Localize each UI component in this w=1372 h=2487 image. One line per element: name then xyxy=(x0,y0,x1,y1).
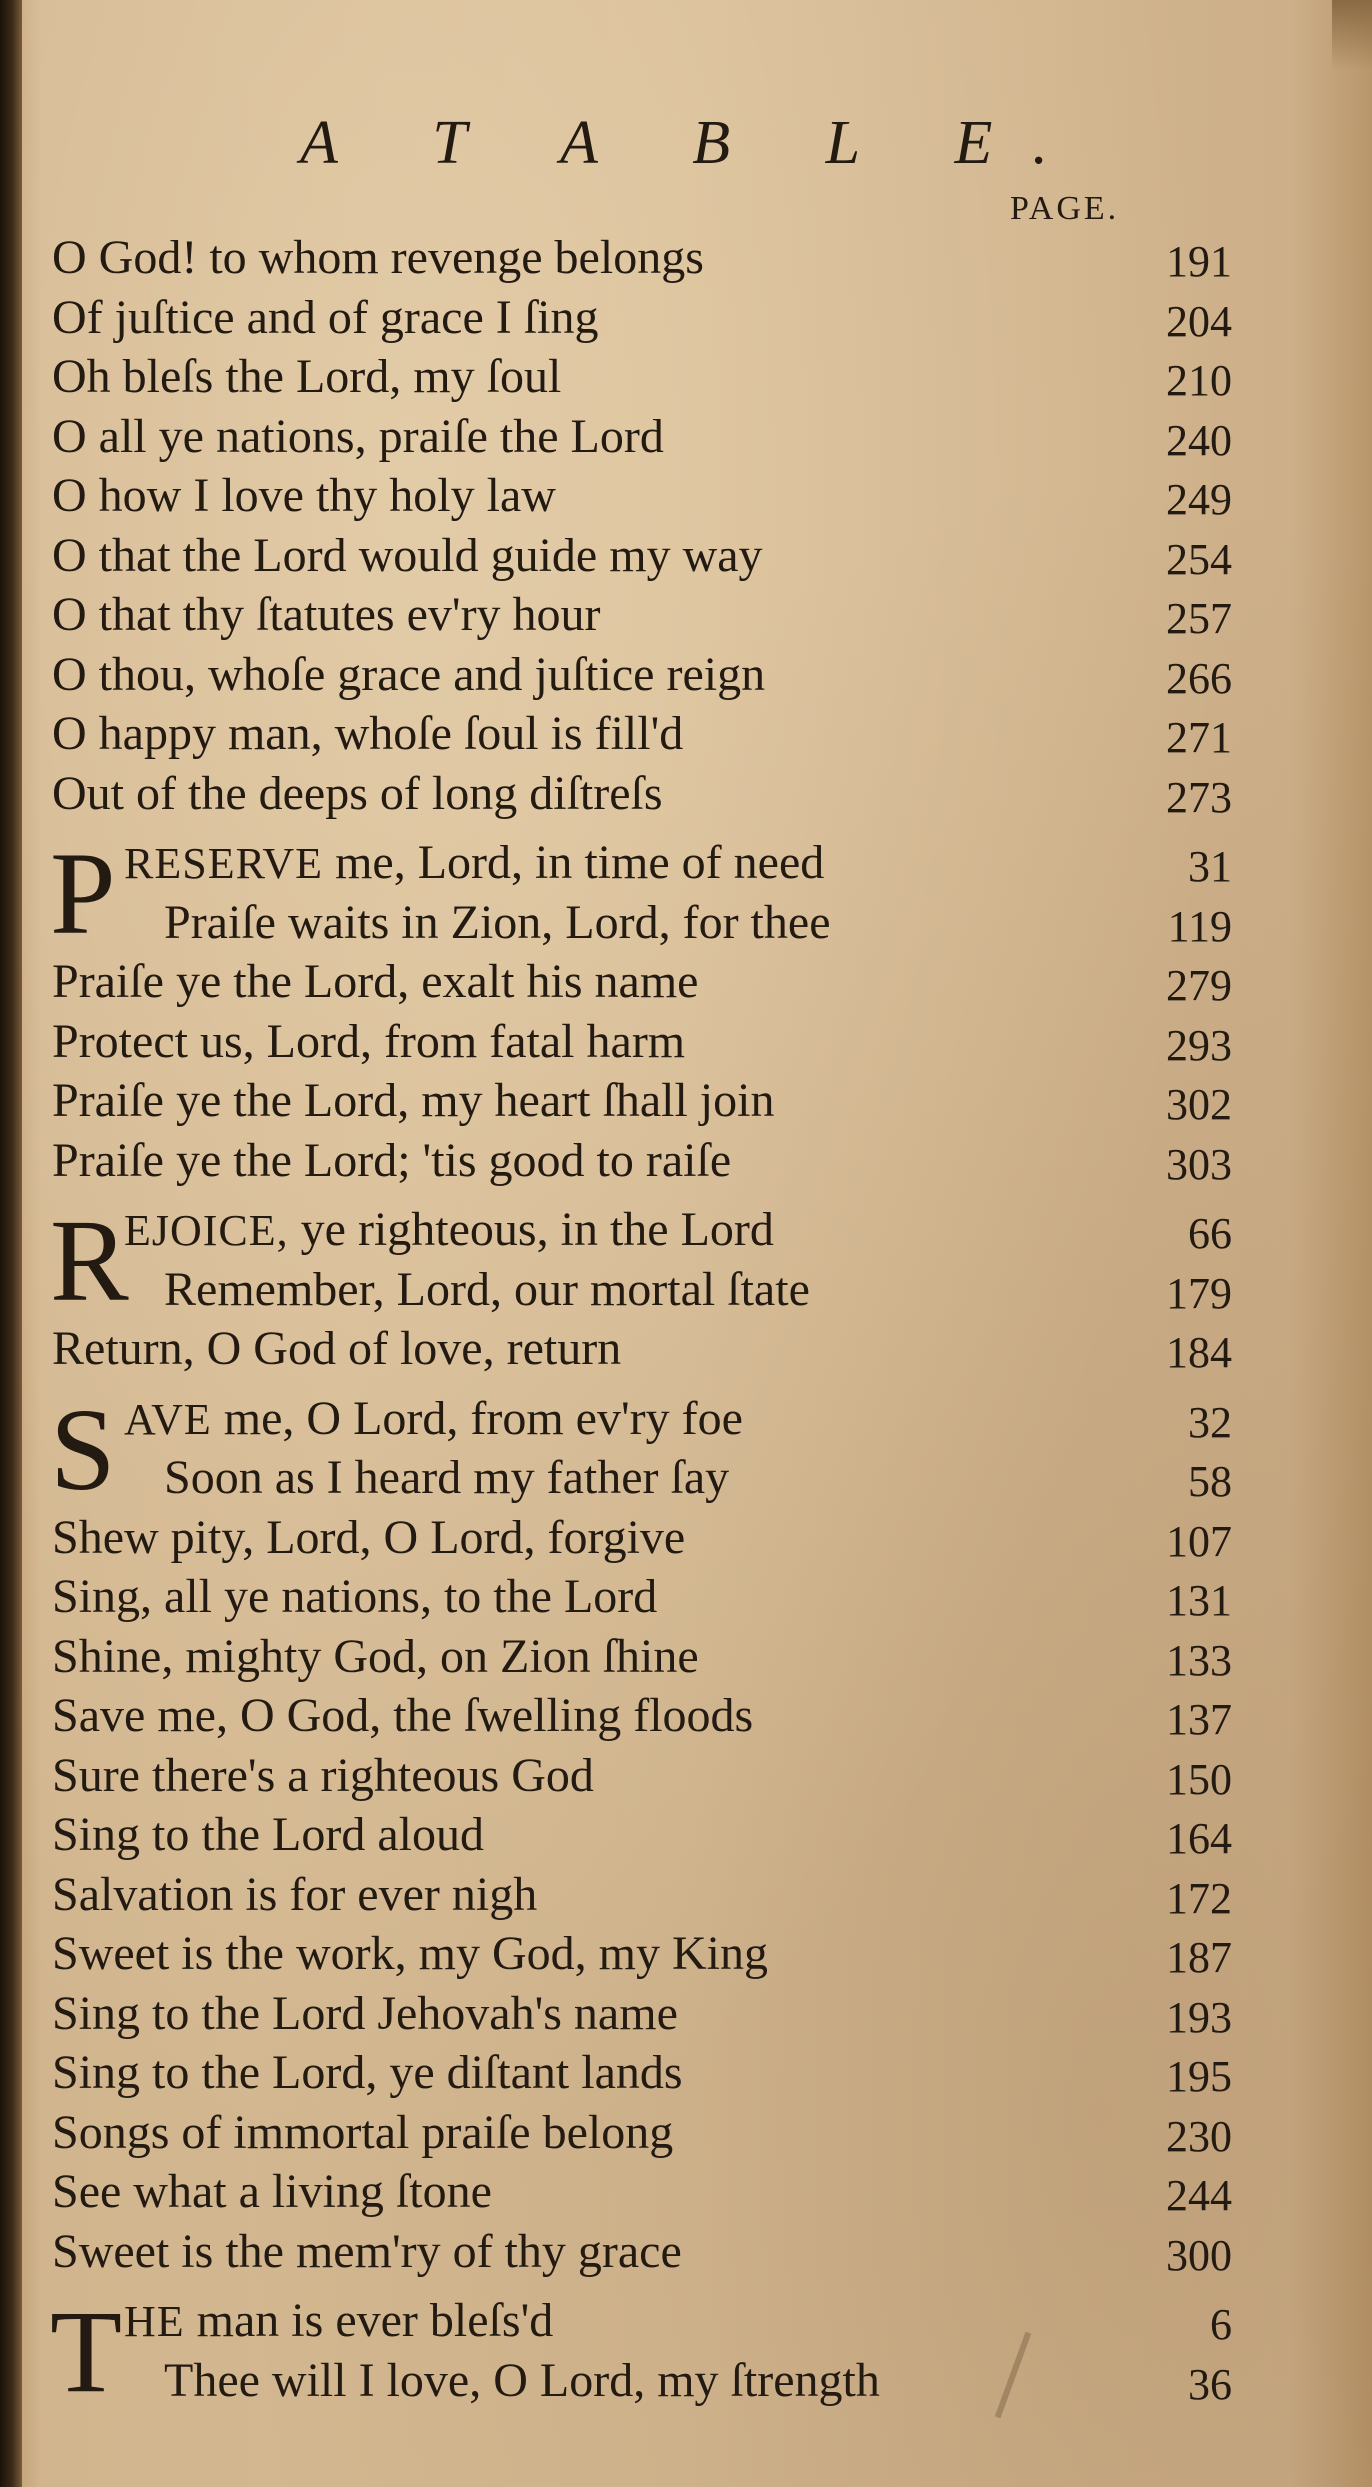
index-row xyxy=(52,891,1232,951)
page-number: 150 xyxy=(1166,1754,1232,1804)
page-number: 293 xyxy=(1166,1020,1232,1070)
entry-text: ye righteous, in the Lord xyxy=(288,1203,774,1256)
page-number: 279 xyxy=(1166,961,1232,1010)
index-row xyxy=(52,1506,1232,1566)
entry-text: me, Lord, in time of need xyxy=(323,836,825,889)
page-number: 187 xyxy=(1166,1933,1232,1982)
index-entry-title: Soon as I heard my father ſay xyxy=(164,1451,730,1504)
index-row xyxy=(52,1317,1232,1377)
index-entry-title: Save me, O God, the ſwelling floods xyxy=(52,1689,754,1742)
index-entry-title: O that the Lord would guide my way xyxy=(52,528,763,582)
index-entry-title: Sweet is the mem'ry of thy grace xyxy=(52,2224,682,2278)
index-entry-title: Remember, Lord, our mortal ſtate xyxy=(164,1262,810,1316)
page-number: 58 xyxy=(1188,1457,1232,1506)
index-row xyxy=(52,2349,1232,2409)
index-entry-title: Songs of immortal praiſe belong xyxy=(52,2105,674,2159)
index-entry-title: Return, O God of love, return xyxy=(52,1322,622,1375)
index-entry-title xyxy=(124,835,824,890)
page-number: 249 xyxy=(1166,475,1232,524)
index-row xyxy=(52,2101,1232,2161)
index-row xyxy=(52,1129,1232,1189)
index-row xyxy=(52,2160,1232,2220)
index-row xyxy=(52,1069,1232,1129)
drop-cap-letter: S xyxy=(50,1383,116,1515)
page-number: 66 xyxy=(1188,1209,1232,1258)
page-number: 210 xyxy=(1166,356,1232,405)
index-row xyxy=(52,345,1232,405)
index-row xyxy=(52,1565,1232,1625)
page-number: 36 xyxy=(1188,2359,1232,2409)
index-entry-title xyxy=(124,2293,553,2348)
page-number: 302 xyxy=(1166,1080,1232,1129)
page-number: 31 xyxy=(1188,842,1232,891)
page-column-header: PAGE. xyxy=(1010,190,1120,227)
index-row xyxy=(52,226,1232,286)
index-row xyxy=(52,1982,1232,2042)
index-entry-title: Praiſe waits in Zion, Lord, for thee xyxy=(164,895,831,949)
index-entry-title: Sing to the Lord aloud xyxy=(52,1808,484,1861)
index-row xyxy=(52,1922,1232,1982)
index-row xyxy=(52,1625,1232,1685)
index-entry-title: Praiſe ye the Lord, my heart ſhall join xyxy=(52,1074,775,1127)
index-row xyxy=(52,2220,1232,2280)
index-entry-title: Sure there's a righteous God xyxy=(52,1748,594,1802)
entry-text: me, O Lord, from ev'ry foe xyxy=(211,1391,743,1445)
page-number: 273 xyxy=(1166,772,1232,822)
page-number: 179 xyxy=(1166,1268,1232,1318)
index-row xyxy=(52,762,1232,822)
page-number: 195 xyxy=(1166,2052,1232,2101)
index-row xyxy=(52,2041,1232,2101)
page-corner-stain xyxy=(1332,0,1372,70)
page-number: 107 xyxy=(1166,1516,1232,1566)
index-entry-title xyxy=(124,1391,743,1446)
small-caps-lead: HE xyxy=(124,2297,185,2346)
page-number: 230 xyxy=(1166,2111,1232,2161)
index-entry-title: See what a living ſtone xyxy=(52,2165,492,2218)
index-entry-title: Sweet is the work, my God, my King xyxy=(52,1927,768,1980)
index-entry-title: Shine, mighty God, on Zion ſhine xyxy=(52,1629,699,1683)
index-row xyxy=(52,1010,1232,1070)
index-row xyxy=(52,1446,1232,1506)
index-row xyxy=(52,286,1232,346)
index-entry-title: O all ye nations, praiſe the Lord xyxy=(52,409,664,463)
entry-text: man is ever bleſs'd xyxy=(184,2294,554,2347)
small-caps-lead: EJOICE, xyxy=(124,1206,289,1255)
index-entry-title: Salvation is for ever nigh xyxy=(52,1867,538,1921)
drop-cap-letter: P xyxy=(50,828,116,959)
index-entry-title: Sing, all ye nations, to the Lord xyxy=(52,1570,658,1623)
small-caps-lead: AVE xyxy=(124,1394,212,1444)
index-table xyxy=(50,226,1232,2417)
index-row xyxy=(52,524,1232,584)
page-number: 204 xyxy=(1166,296,1232,346)
index-entry-title: Thee will I love, O Lord, my ſtrength xyxy=(164,2353,880,2407)
index-entry-title: Oh bleſs the Lord, my ſoul xyxy=(52,350,562,403)
page-number: 172 xyxy=(1166,1873,1232,1923)
index-entry-title xyxy=(124,1202,774,1257)
small-caps-lead: RESERVE xyxy=(124,839,324,888)
page-title: A T A B L E. xyxy=(300,109,1088,177)
page-number: 257 xyxy=(1166,594,1232,643)
index-entry-title: Of juſtice and of grace I ſing xyxy=(52,290,599,344)
index-row xyxy=(52,1863,1232,1923)
page-number: 303 xyxy=(1166,1139,1232,1189)
index-entry-title: O how I love thy holy law xyxy=(52,469,556,522)
page-number: 131 xyxy=(1166,1576,1232,1625)
index-entry-title: Out of the deeps of long diſtreſs xyxy=(52,766,663,820)
page-binding-edge xyxy=(0,0,22,2487)
index-entry-title: Protect us, Lord, from fatal harm xyxy=(52,1014,686,1068)
page-number: 271 xyxy=(1166,713,1232,762)
index-entry-title: O happy man, whoſe ſoul is fill'd xyxy=(52,707,684,760)
index-entry-title: Shew pity, Lord, O Lord, forgive xyxy=(52,1510,686,1564)
page-number: 266 xyxy=(1166,653,1232,703)
page-number: 191 xyxy=(1166,237,1232,286)
page-number: 254 xyxy=(1166,534,1232,584)
page-number: 164 xyxy=(1166,1814,1232,1863)
drop-cap-letter: T xyxy=(50,2286,123,2417)
index-row xyxy=(52,702,1232,762)
page-number: 193 xyxy=(1166,1992,1232,2042)
index-row xyxy=(52,464,1232,524)
index-entry-title: Sing to the Lord Jehovah's name xyxy=(52,1986,678,2040)
index-row xyxy=(52,1744,1232,1804)
index-row xyxy=(52,643,1232,703)
drop-cap-letter: R xyxy=(50,1195,129,1326)
page-number: 184 xyxy=(1166,1328,1232,1377)
index-row xyxy=(52,1258,1232,1318)
index-entry-title: Praiſe ye the Lord; 'tis good to raiſe xyxy=(52,1133,732,1187)
index-row xyxy=(52,1803,1232,1863)
page-number: 137 xyxy=(1166,1695,1232,1744)
page-number: 6 xyxy=(1210,2300,1232,2349)
index-entry-title: O God! to whom revenge belongs xyxy=(52,231,704,284)
page-number: 32 xyxy=(1188,1397,1232,1447)
index-row xyxy=(52,405,1232,465)
index-row xyxy=(52,950,1232,1010)
index-entry-title: O thou, whoſe grace and juſtice reign xyxy=(52,647,766,701)
index-entry-title: Praiſe ye the Lord, exalt his name xyxy=(52,955,699,1008)
index-entry-title: Sing to the Lord, ye diſtant lands xyxy=(52,2046,683,2099)
page-number: 119 xyxy=(1167,901,1232,951)
index-row xyxy=(52,1684,1232,1744)
page-number: 240 xyxy=(1166,415,1232,465)
page-number: 133 xyxy=(1166,1635,1232,1685)
page-number: 300 xyxy=(1166,2230,1232,2280)
index-row xyxy=(52,583,1232,643)
page-number: 244 xyxy=(1166,2171,1232,2220)
index-entry-title: O that thy ſtatutes ev'ry hour xyxy=(52,588,601,641)
